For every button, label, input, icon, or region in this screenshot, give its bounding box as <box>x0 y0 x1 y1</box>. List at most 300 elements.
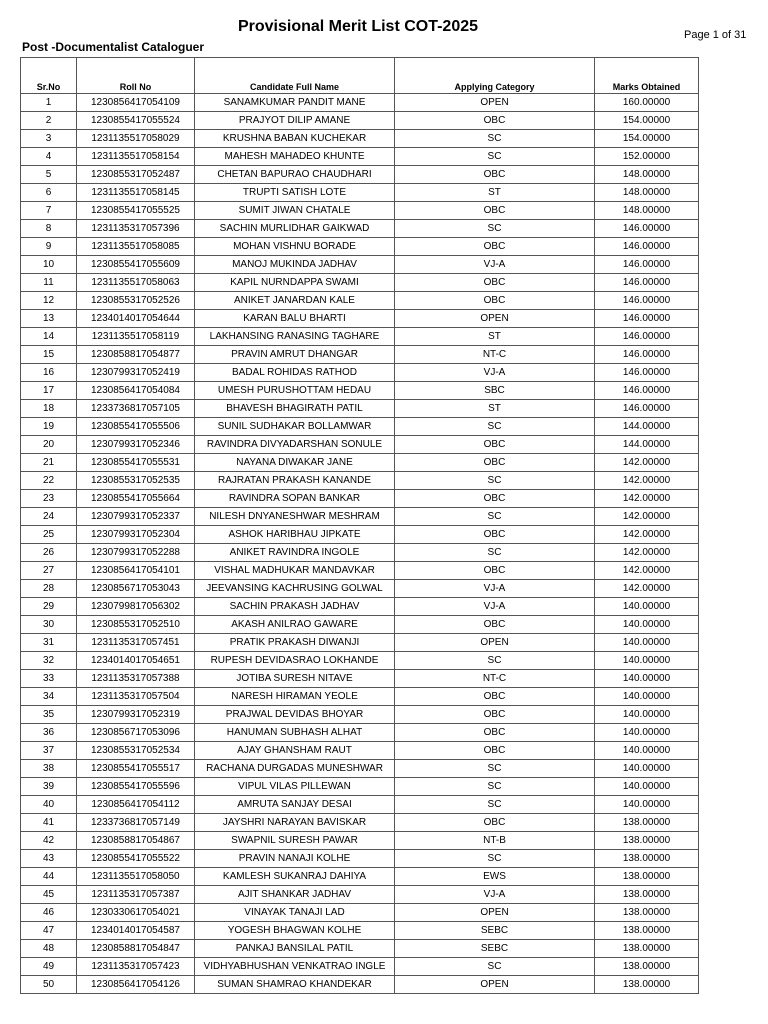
candidate-name-cell: NARESH HIRAMAN YEOLE <box>195 688 395 706</box>
category-cell: SC <box>395 958 595 976</box>
table-row <box>21 616 699 634</box>
page-number: Page 1 of 31 <box>684 29 747 41</box>
category-cell: EWS <box>395 868 595 886</box>
candidate-name-cell: CHETAN BAPURAO CHAUDHARI <box>195 166 395 184</box>
marks-cell: 148.00000 <box>595 166 699 184</box>
candidate-name-cell: SUMAN SHAMRAO KHANDEKAR <box>195 976 395 994</box>
category-cell: OBC <box>395 562 595 580</box>
category-cell: VJ-A <box>395 256 595 274</box>
post-name: Post -Documentalist Cataloguer <box>22 40 205 54</box>
sr-no-cell: 6 <box>21 184 77 202</box>
marks-cell: 146.00000 <box>595 220 699 238</box>
category-cell: OPEN <box>395 904 595 922</box>
sr-no-cell: 12 <box>21 292 77 310</box>
candidate-name-cell: YOGESH BHAGWAN KOLHE <box>195 922 395 940</box>
sr-no-cell: 34 <box>21 688 77 706</box>
marks-cell: 138.00000 <box>595 814 699 832</box>
marks-cell: 146.00000 <box>595 274 699 292</box>
category-cell: OBC <box>395 706 595 724</box>
sr-no-cell: 19 <box>21 418 77 436</box>
roll-no-cell: 1230855317052487 <box>77 166 195 184</box>
candidate-name-cell: NILESH DNYANESHWAR MESHRAM <box>195 508 395 526</box>
candidate-name-cell: ANIKET JANARDAN KALE <box>195 292 395 310</box>
table-row <box>21 94 699 112</box>
candidate-name-cell: SANAMKUMAR PANDIT MANE <box>195 94 395 112</box>
category-cell: SEBC <box>395 922 595 940</box>
sr-no-cell: 48 <box>21 940 77 958</box>
marks-cell: 148.00000 <box>595 184 699 202</box>
candidate-name-cell: RACHANA DURGADAS MUNESHWAR <box>195 760 395 778</box>
table-row <box>21 832 699 850</box>
sr-no-cell: 28 <box>21 580 77 598</box>
category-cell: SC <box>395 220 595 238</box>
candidate-name-cell: RAVINDRA DIVYADARSHAN SONULE <box>195 436 395 454</box>
sr-no-cell: 38 <box>21 760 77 778</box>
candidate-name-cell: RAJRATAN PRAKASH KANANDE <box>195 472 395 490</box>
table-row <box>21 688 699 706</box>
candidate-name-cell: AKASH ANILRAO GAWARE <box>195 616 395 634</box>
table-row <box>21 220 699 238</box>
table-header-row <box>21 58 699 94</box>
category-cell: SC <box>395 778 595 796</box>
sr-no-cell: 36 <box>21 724 77 742</box>
table-body <box>21 94 699 994</box>
category-cell: SC <box>395 418 595 436</box>
marks-cell: 160.00000 <box>595 94 699 112</box>
roll-no-cell: 1230855417055664 <box>77 490 195 508</box>
roll-no-cell: 1230855417055531 <box>77 454 195 472</box>
roll-no-cell: 1230855317052510 <box>77 616 195 634</box>
category-cell: OBC <box>395 526 595 544</box>
candidate-name-cell: AJAY GHANSHAM RAUT <box>195 742 395 760</box>
table-row <box>21 166 699 184</box>
category-cell: OBC <box>395 436 595 454</box>
roll-no-cell: 1231135317057388 <box>77 670 195 688</box>
table-row <box>21 490 699 508</box>
marks-cell: 140.00000 <box>595 706 699 724</box>
table-row <box>21 580 699 598</box>
sr-no-cell: 25 <box>21 526 77 544</box>
category-cell: OPEN <box>395 976 595 994</box>
marks-cell: 140.00000 <box>595 688 699 706</box>
sr-no-cell: 41 <box>21 814 77 832</box>
roll-no-cell: 1231135317057387 <box>77 886 195 904</box>
marks-cell: 148.00000 <box>595 202 699 220</box>
sr-no-cell: 2 <box>21 112 77 130</box>
roll-no-cell: 1230799317052337 <box>77 508 195 526</box>
category-cell: OBC <box>395 112 595 130</box>
table-row <box>21 292 699 310</box>
table-row <box>21 958 699 976</box>
category-cell: SC <box>395 544 595 562</box>
marks-cell: 142.00000 <box>595 472 699 490</box>
candidate-name-cell: SUMIT JIWAN CHATALE <box>195 202 395 220</box>
roll-no-cell: 1230856717053043 <box>77 580 195 598</box>
category-cell: OBC <box>395 238 595 256</box>
table-row <box>21 148 699 166</box>
category-cell: OBC <box>395 292 595 310</box>
table-row <box>21 706 699 724</box>
marks-cell: 140.00000 <box>595 652 699 670</box>
table-row <box>21 634 699 652</box>
category-cell: SEBC <box>395 940 595 958</box>
category-cell: SC <box>395 796 595 814</box>
roll-no-cell: 1230855317052526 <box>77 292 195 310</box>
candidate-name-cell: JEEVANSING KACHRUSING GOLWAL <box>195 580 395 598</box>
table-row <box>21 454 699 472</box>
marks-cell: 138.00000 <box>595 886 699 904</box>
marks-cell: 146.00000 <box>595 382 699 400</box>
marks-cell: 138.00000 <box>595 850 699 868</box>
roll-no-cell: 1233736817057149 <box>77 814 195 832</box>
table-row <box>21 742 699 760</box>
marks-cell: 144.00000 <box>595 436 699 454</box>
sr-no-cell: 7 <box>21 202 77 220</box>
candidate-name-cell: MOHAN VISHNU BORADE <box>195 238 395 256</box>
sr-no-cell: 21 <box>21 454 77 472</box>
candidate-name-cell: KAMLESH SUKANRAJ DAHIYA <box>195 868 395 886</box>
column-header-marks-obtained: Marks Obtained <box>595 58 699 94</box>
roll-no-cell: 1230799317052319 <box>77 706 195 724</box>
category-cell: SBC <box>395 382 595 400</box>
sr-no-cell: 30 <box>21 616 77 634</box>
table-row <box>21 400 699 418</box>
marks-cell: 142.00000 <box>595 526 699 544</box>
sr-no-cell: 22 <box>21 472 77 490</box>
candidate-name-cell: VISHAL MADHUKAR MANDAVKAR <box>195 562 395 580</box>
roll-no-cell: 1231135317057451 <box>77 634 195 652</box>
sr-no-cell: 37 <box>21 742 77 760</box>
marks-cell: 146.00000 <box>595 364 699 382</box>
roll-no-cell: 1231135517058050 <box>77 868 195 886</box>
candidate-name-cell: ANIKET RAVINDRA INGOLE <box>195 544 395 562</box>
marks-cell: 152.00000 <box>595 148 699 166</box>
sr-no-cell: 18 <box>21 400 77 418</box>
roll-no-cell: 1230858817054847 <box>77 940 195 958</box>
table-row <box>21 940 699 958</box>
category-cell: OBC <box>395 724 595 742</box>
roll-no-cell: 1230858817054877 <box>77 346 195 364</box>
marks-cell: 140.00000 <box>595 796 699 814</box>
sr-no-cell: 9 <box>21 238 77 256</box>
candidate-name-cell: MANOJ MUKINDA JADHAV <box>195 256 395 274</box>
sr-no-cell: 15 <box>21 346 77 364</box>
roll-no-cell: 1230799317052288 <box>77 544 195 562</box>
roll-no-cell: 1234014017054587 <box>77 922 195 940</box>
candidate-name-cell: SACHIN PRAKASH JADHAV <box>195 598 395 616</box>
document-title: Provisional Merit List COT-2025 <box>237 18 479 35</box>
candidate-name-cell: VIPUL VILAS PILLEWAN <box>195 778 395 796</box>
category-cell: SC <box>395 472 595 490</box>
table-row <box>21 436 699 454</box>
sr-no-cell: 3 <box>21 130 77 148</box>
category-cell: OBC <box>395 202 595 220</box>
roll-no-cell: 1230855417055524 <box>77 112 195 130</box>
marks-cell: 138.00000 <box>595 832 699 850</box>
table-row <box>21 382 699 400</box>
sr-no-cell: 24 <box>21 508 77 526</box>
sr-no-cell: 1 <box>21 94 77 112</box>
roll-no-cell: 1230855417055517 <box>77 760 195 778</box>
sr-no-cell: 45 <box>21 886 77 904</box>
sr-no-cell: 49 <box>21 958 77 976</box>
candidate-name-cell: VIDHYABHUSHAN VENKATRAO INGLE <box>195 958 395 976</box>
table-row <box>21 904 699 922</box>
marks-cell: 146.00000 <box>595 400 699 418</box>
table-row <box>21 130 699 148</box>
roll-no-cell: 1231135517058154 <box>77 148 195 166</box>
sr-no-cell: 16 <box>21 364 77 382</box>
candidate-name-cell: MAHESH MAHADEO KHUNTE <box>195 148 395 166</box>
marks-cell: 142.00000 <box>595 508 699 526</box>
table-row <box>21 976 699 994</box>
candidate-name-cell: ASHOK HARIBHAU JIPKATE <box>195 526 395 544</box>
marks-cell: 144.00000 <box>595 418 699 436</box>
sr-no-cell: 39 <box>21 778 77 796</box>
candidate-name-cell: JOTIBA SURESH NITAVE <box>195 670 395 688</box>
marks-cell: 140.00000 <box>595 616 699 634</box>
table-row <box>21 256 699 274</box>
category-cell: SC <box>395 652 595 670</box>
candidate-name-cell: AJIT SHANKAR JADHAV <box>195 886 395 904</box>
roll-no-cell: 1230855417055609 <box>77 256 195 274</box>
table-row <box>21 346 699 364</box>
table-row <box>21 760 699 778</box>
marks-cell: 138.00000 <box>595 940 699 958</box>
table-row <box>21 526 699 544</box>
sr-no-cell: 26 <box>21 544 77 562</box>
table-row <box>21 922 699 940</box>
sr-no-cell: 8 <box>21 220 77 238</box>
table-row <box>21 562 699 580</box>
marks-cell: 154.00000 <box>595 112 699 130</box>
roll-no-cell: 1230856417054101 <box>77 562 195 580</box>
roll-no-cell: 1230855417055506 <box>77 418 195 436</box>
category-cell: SC <box>395 130 595 148</box>
marks-cell: 138.00000 <box>595 976 699 994</box>
marks-cell: 140.00000 <box>595 724 699 742</box>
table-row <box>21 598 699 616</box>
category-cell: SC <box>395 760 595 778</box>
category-cell: NT-B <box>395 832 595 850</box>
marks-cell: 140.00000 <box>595 670 699 688</box>
roll-no-cell: 1230856417054126 <box>77 976 195 994</box>
marks-cell: 146.00000 <box>595 310 699 328</box>
roll-no-cell: 1230855417055596 <box>77 778 195 796</box>
sr-no-cell: 13 <box>21 310 77 328</box>
table-row <box>21 472 699 490</box>
candidate-name-cell: BHAVESH BHAGIRATH PATIL <box>195 400 395 418</box>
category-cell: VJ-A <box>395 598 595 616</box>
table-row <box>21 508 699 526</box>
table-row <box>21 796 699 814</box>
marks-cell: 140.00000 <box>595 742 699 760</box>
roll-no-cell: 1230855417055525 <box>77 202 195 220</box>
marks-cell: 140.00000 <box>595 760 699 778</box>
table-row <box>21 418 699 436</box>
candidate-name-cell: KRUSHNA BABAN KUCHEKAR <box>195 130 395 148</box>
candidate-name-cell: TRUPTI SATISH LOTE <box>195 184 395 202</box>
table-row <box>21 310 699 328</box>
candidate-name-cell: VINAYAK TANAJI LAD <box>195 904 395 922</box>
table-row <box>21 850 699 868</box>
sr-no-cell: 10 <box>21 256 77 274</box>
table-row <box>21 112 699 130</box>
category-cell: OBC <box>395 814 595 832</box>
sr-no-cell: 32 <box>21 652 77 670</box>
roll-no-cell: 1231135517058029 <box>77 130 195 148</box>
category-cell: NT-C <box>395 346 595 364</box>
marks-cell: 142.00000 <box>595 454 699 472</box>
roll-no-cell: 1231135517058119 <box>77 328 195 346</box>
table-row <box>21 202 699 220</box>
marks-cell: 154.00000 <box>595 130 699 148</box>
column-header-roll-no: Roll No <box>77 58 195 94</box>
sr-no-cell: 27 <box>21 562 77 580</box>
table-row <box>21 868 699 886</box>
sr-no-cell: 43 <box>21 850 77 868</box>
marks-cell: 142.00000 <box>595 562 699 580</box>
category-cell: OBC <box>395 454 595 472</box>
category-cell: OBC <box>395 490 595 508</box>
roll-no-cell: 1230855417055522 <box>77 850 195 868</box>
marks-cell: 140.00000 <box>595 598 699 616</box>
roll-no-cell: 1230855317052534 <box>77 742 195 760</box>
candidate-name-cell: PRAVIN AMRUT DHANGAR <box>195 346 395 364</box>
candidate-name-cell: PRAVIN NANAJI KOLHE <box>195 850 395 868</box>
candidate-name-cell: PRAJYOT DILIP AMANE <box>195 112 395 130</box>
candidate-name-cell: SACHIN MURLIDHAR GAIKWAD <box>195 220 395 238</box>
marks-cell: 142.00000 <box>595 544 699 562</box>
candidate-name-cell: PRAJWAL DEVIDAS BHOYAR <box>195 706 395 724</box>
candidate-name-cell: KARAN BALU BHARTI <box>195 310 395 328</box>
category-cell: ST <box>395 184 595 202</box>
sr-no-cell: 11 <box>21 274 77 292</box>
candidate-name-cell: RAVINDRA SOPAN BANKAR <box>195 490 395 508</box>
category-cell: VJ-A <box>395 886 595 904</box>
marks-cell: 146.00000 <box>595 328 699 346</box>
category-cell: OBC <box>395 274 595 292</box>
candidate-name-cell: SUNIL SUDHAKAR BOLLAMWAR <box>195 418 395 436</box>
sr-no-cell: 5 <box>21 166 77 184</box>
category-cell: OBC <box>395 616 595 634</box>
table-row <box>21 364 699 382</box>
sr-no-cell: 20 <box>21 436 77 454</box>
candidate-name-cell: RUPESH DEVIDASRAO LOKHANDE <box>195 652 395 670</box>
roll-no-cell: 1230856717053096 <box>77 724 195 742</box>
category-cell: OBC <box>395 742 595 760</box>
sr-no-cell: 46 <box>21 904 77 922</box>
sr-no-cell: 44 <box>21 868 77 886</box>
category-cell: SC <box>395 508 595 526</box>
candidate-name-cell: LAKHANSING RANASING TAGHARE <box>195 328 395 346</box>
roll-no-cell: 1234014017054644 <box>77 310 195 328</box>
roll-no-cell: 1231135517058063 <box>77 274 195 292</box>
sr-no-cell: 23 <box>21 490 77 508</box>
column-header-sr-no: Sr.No <box>21 58 77 94</box>
candidate-name-cell: AMRUTA SANJAY DESAI <box>195 796 395 814</box>
sr-no-cell: 31 <box>21 634 77 652</box>
category-cell: NT-C <box>395 670 595 688</box>
table-row <box>21 814 699 832</box>
roll-no-cell: 1230855317052535 <box>77 472 195 490</box>
candidate-name-cell: SWAPNIL SURESH PAWAR <box>195 832 395 850</box>
merit-list-table <box>20 57 699 994</box>
candidate-name-cell: HANUMAN SUBHASH ALHAT <box>195 724 395 742</box>
candidate-name-cell: NAYANA DIWAKAR JANE <box>195 454 395 472</box>
roll-no-cell: 1230799317052346 <box>77 436 195 454</box>
roll-no-cell: 1231135317057396 <box>77 220 195 238</box>
sr-no-cell: 4 <box>21 148 77 166</box>
roll-no-cell: 1231135317057423 <box>77 958 195 976</box>
marks-cell: 140.00000 <box>595 778 699 796</box>
marks-cell: 138.00000 <box>595 958 699 976</box>
category-cell: ST <box>395 328 595 346</box>
roll-no-cell: 1230856417054109 <box>77 94 195 112</box>
roll-no-cell: 1230799317052304 <box>77 526 195 544</box>
marks-cell: 146.00000 <box>595 346 699 364</box>
table-row <box>21 184 699 202</box>
table-row <box>21 544 699 562</box>
sr-no-cell: 40 <box>21 796 77 814</box>
marks-cell: 146.00000 <box>595 238 699 256</box>
category-cell: OPEN <box>395 94 595 112</box>
marks-cell: 146.00000 <box>595 256 699 274</box>
marks-cell: 142.00000 <box>595 490 699 508</box>
marks-cell: 138.00000 <box>595 922 699 940</box>
category-cell: SC <box>395 148 595 166</box>
sr-no-cell: 14 <box>21 328 77 346</box>
column-header-applying-category: Applying Category <box>395 58 595 94</box>
category-cell: VJ-A <box>395 364 595 382</box>
category-cell: VJ-A <box>395 580 595 598</box>
roll-no-cell: 1230799817056302 <box>77 598 195 616</box>
roll-no-cell: 1230856417054084 <box>77 382 195 400</box>
category-cell: ST <box>395 400 595 418</box>
marks-cell: 138.00000 <box>595 868 699 886</box>
table-row <box>21 328 699 346</box>
column-header-candidate-name: Candidate Full Name <box>195 58 395 94</box>
roll-no-cell: 1234014017054651 <box>77 652 195 670</box>
marks-cell: 140.00000 <box>595 634 699 652</box>
roll-no-cell: 1230856417054112 <box>77 796 195 814</box>
category-cell: OBC <box>395 166 595 184</box>
sr-no-cell: 47 <box>21 922 77 940</box>
candidate-name-cell: UMESH PURUSHOTTAM HEDAU <box>195 382 395 400</box>
candidate-name-cell: BADAL ROHIDAS RATHOD <box>195 364 395 382</box>
roll-no-cell: 1231135317057504 <box>77 688 195 706</box>
table-row <box>21 778 699 796</box>
roll-no-cell: 1230330617054021 <box>77 904 195 922</box>
sr-no-cell: 50 <box>21 976 77 994</box>
marks-cell: 142.00000 <box>595 580 699 598</box>
table-row <box>21 274 699 292</box>
candidate-name-cell: JAYSHRI NARAYAN BAVISKAR <box>195 814 395 832</box>
category-cell: SC <box>395 850 595 868</box>
roll-no-cell: 1230799317052419 <box>77 364 195 382</box>
sr-no-cell: 29 <box>21 598 77 616</box>
marks-cell: 146.00000 <box>595 292 699 310</box>
table-row <box>21 670 699 688</box>
category-cell: OPEN <box>395 634 595 652</box>
roll-no-cell: 1230858817054867 <box>77 832 195 850</box>
candidate-name-cell: KAPIL NURNDAPPA SWAMI <box>195 274 395 292</box>
sr-no-cell: 42 <box>21 832 77 850</box>
category-cell: OPEN <box>395 310 595 328</box>
category-cell: OBC <box>395 688 595 706</box>
candidate-name-cell: PRATIK PRAKASH DIWANJI <box>195 634 395 652</box>
table-row <box>21 724 699 742</box>
